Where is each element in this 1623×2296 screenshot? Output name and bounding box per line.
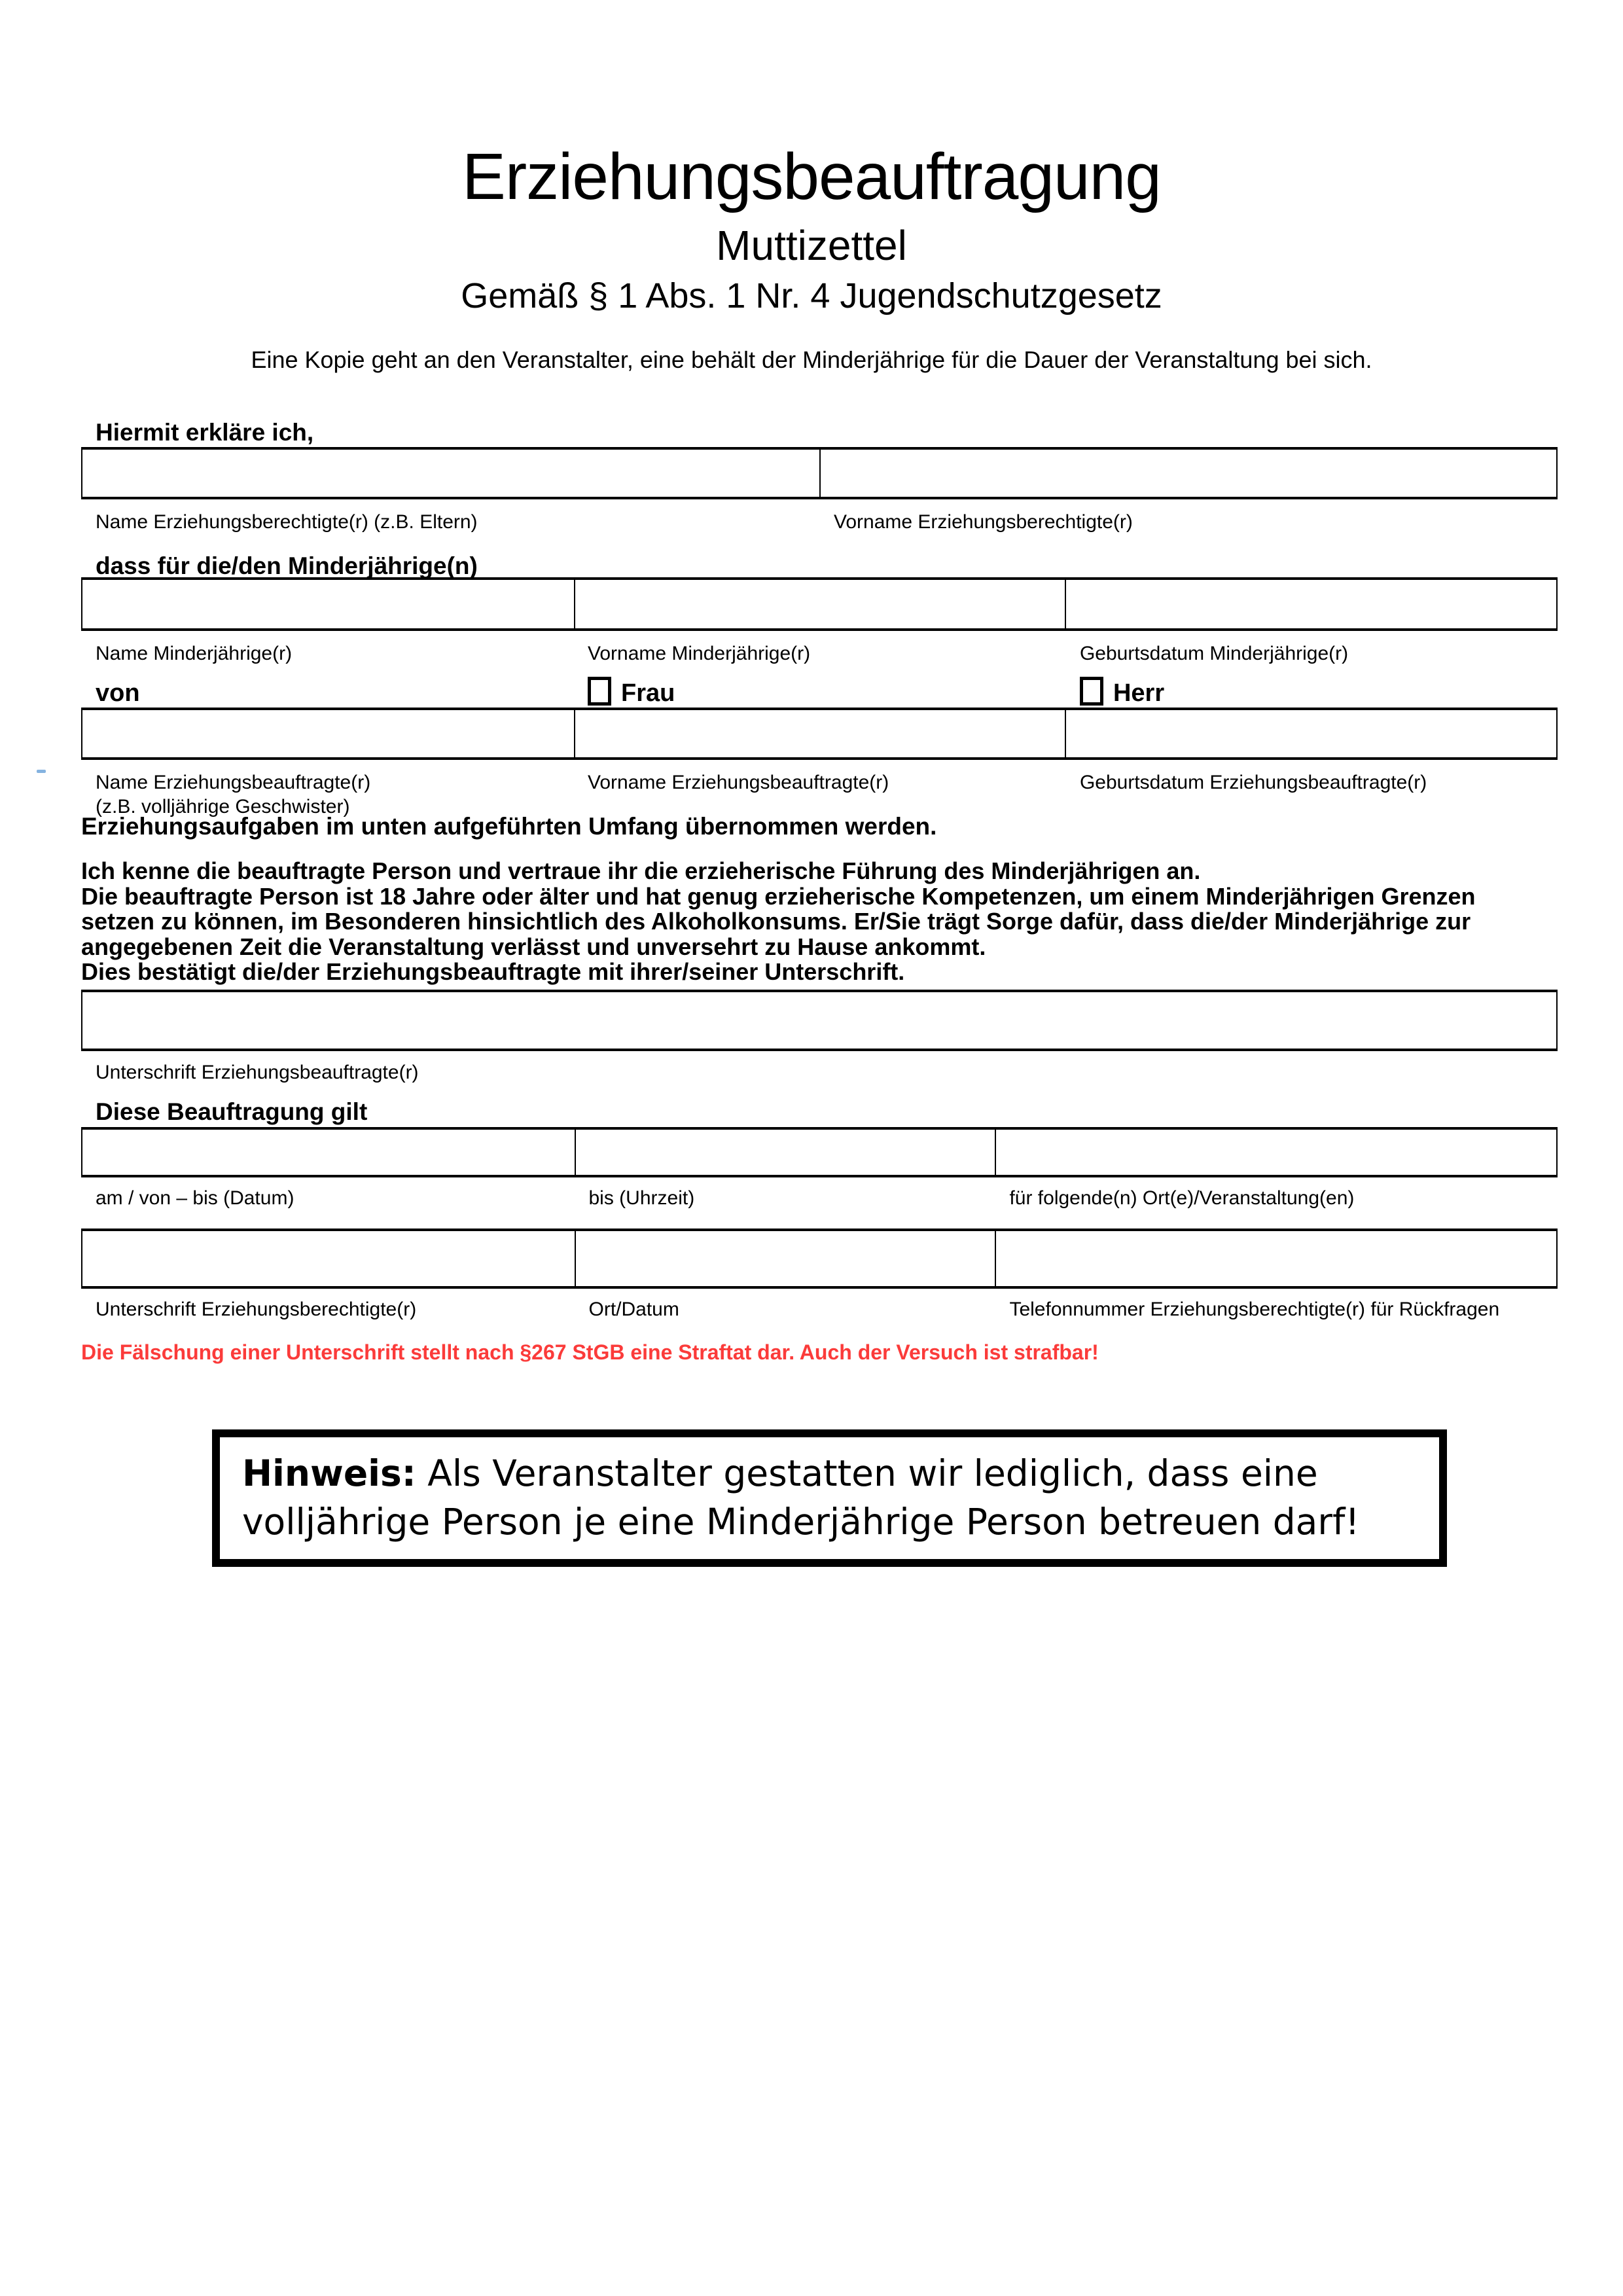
guardian-signature-labels bbox=[81, 1297, 1558, 1321]
herr-label: Herr bbox=[1113, 679, 1165, 707]
delegate-continuation-text: Erziehungsaufgaben im unten aufgeführten Umfang übernommen werden. bbox=[81, 812, 937, 840]
herr-option bbox=[1065, 677, 1558, 708]
delegate-firstname-label: Vorname Erziehungsbeauftragte(r) bbox=[587, 772, 889, 794]
minor-birthdate-input[interactable] bbox=[1065, 580, 1556, 628]
notice-box bbox=[212, 1429, 1447, 1567]
delegate-name-input[interactable] bbox=[82, 710, 574, 757]
delegate-name-sublabel: (z.B. volljährige Geschwister) bbox=[96, 796, 350, 818]
delegate-table-labels bbox=[81, 770, 1558, 819]
statement-line: Ich kenne die beauftragte Person und vertraue ihr die erzieherische Führung des Minderjährigen an. bbox=[81, 857, 1201, 885]
statement-line: Dies bestätigt die/der Erziehungsbeauftragte mit ihrer/seiner Unterschrift. bbox=[81, 958, 905, 986]
guardian-signature-label: Unterschrift Erziehungsberechtigte(r) bbox=[96, 1299, 417, 1321]
validity-time-input[interactable] bbox=[575, 1130, 995, 1175]
notice-text: Als Veranstalter gestatten wir lediglich, dass eine volljährige Person je eine Minderjährige Person betreuen darf! bbox=[242, 1452, 1360, 1543]
minor-firstname-input[interactable] bbox=[574, 580, 1065, 628]
validity-date-input[interactable] bbox=[82, 1130, 575, 1175]
copy-note: Eine Kopie geht an den Veranstalter, eine behält der Minderjährige für die Dauer der Veranstaltung bei sich. bbox=[251, 346, 1372, 373]
herr-checkbox[interactable] bbox=[1080, 677, 1103, 706]
guardian-table bbox=[81, 447, 1558, 499]
minor-table-labels bbox=[81, 641, 1558, 666]
delegate-gender-row bbox=[81, 677, 1558, 708]
form-subtitle: Muttizettel bbox=[716, 222, 907, 269]
minor-name-input[interactable] bbox=[82, 580, 574, 628]
statement-line: Die beauftragte Person ist 18 Jahre oder älter und hat genug erzieherische Kompetenzen, um einem Minderjährigen Grenzen bbox=[81, 882, 1476, 910]
delegate-signature-table bbox=[81, 990, 1558, 1051]
guardian-firstname-input[interactable] bbox=[819, 450, 1556, 497]
guardian-phone-label: Telefonnummer Erziehungsberechtigte(r) für Rückfragen bbox=[1009, 1299, 1500, 1321]
guardian-signature-table bbox=[81, 1229, 1558, 1289]
delegate-signature-input[interactable] bbox=[82, 992, 1556, 1049]
validity-location-input[interactable] bbox=[995, 1130, 1556, 1175]
law-reference: Gemäß § 1 Abs. 1 Nr. 4 Jugendschutzgesetz bbox=[461, 276, 1162, 315]
von-label: von bbox=[96, 679, 140, 707]
minor-name-label: Name Minderjährige(r) bbox=[96, 643, 293, 665]
stray-scan-mark bbox=[37, 770, 46, 773]
guardian-section-heading: Hiermit erkläre ich, bbox=[96, 419, 314, 446]
validity-table bbox=[81, 1127, 1558, 1177]
frau-option bbox=[573, 677, 1065, 708]
frau-checkbox[interactable] bbox=[588, 677, 611, 706]
minor-firstname-label: Vorname Minderjährige(r) bbox=[587, 643, 811, 665]
guardian-signature-input[interactable] bbox=[82, 1231, 575, 1286]
validity-section-heading: Diese Beauftragung gilt bbox=[96, 1098, 368, 1125]
form-title: Erziehungsbeauftragung bbox=[462, 140, 1161, 213]
delegate-signature-label: Unterschrift Erziehungsbeauftragte(r) bbox=[96, 1061, 419, 1083]
delegate-name-label: Name Erziehungsbeauftragte(r) (z.B. volljährige Geschwister) bbox=[96, 772, 371, 818]
validity-table-labels bbox=[81, 1186, 1558, 1210]
validity-date-label: am / von – bis (Datum) bbox=[96, 1187, 294, 1210]
guardian-table-labels bbox=[81, 510, 1558, 534]
minor-section-heading: dass für die/den Minderjährige(n) bbox=[96, 552, 478, 579]
notice-label: Hinweis: bbox=[242, 1452, 416, 1495]
minor-birthdate-label: Geburtsdatum Minderjährige(r) bbox=[1079, 643, 1349, 665]
guardian-place-date-label: Ort/Datum bbox=[588, 1299, 679, 1321]
delegate-firstname-input[interactable] bbox=[574, 710, 1065, 757]
delegate-birthdate-input[interactable] bbox=[1065, 710, 1556, 757]
frau-label: Frau bbox=[620, 679, 675, 707]
statement-paragraph bbox=[81, 859, 1558, 985]
guardian-name-label: Name Erziehungsberechtigte(r) (z.B. Eltern) bbox=[96, 511, 478, 533]
forgery-warning: Die Fälschung einer Unterschrift stellt nach §267 StGB eine Straftat dar. Auch der Versuch ist strafbar! bbox=[81, 1340, 1099, 1364]
validity-time-label: bis (Uhrzeit) bbox=[588, 1187, 695, 1210]
guardian-phone-input[interactable] bbox=[995, 1231, 1556, 1286]
statement-line: angegebenen Zeit die Veranstaltung verlässt und unversehrt zu Hause ankommt. bbox=[81, 933, 986, 960]
guardian-firstname-label: Vorname Erziehungsberechtigte(r) bbox=[834, 511, 1133, 533]
validity-location-label: für folgende(n) Ort(e)/Veranstaltung(en) bbox=[1009, 1187, 1355, 1210]
delegate-table bbox=[81, 708, 1558, 760]
minor-table bbox=[81, 577, 1558, 631]
delegate-birthdate-label: Geburtsdatum Erziehungsbeauftragte(r) bbox=[1079, 772, 1427, 794]
statement-line: setzen zu können, im Besonderen hinsichtlich des Alkoholkonsums. Er/Sie trägt Sorge dafür, dass die/der Minderjährige zur bbox=[81, 908, 1471, 935]
guardian-place-date-input[interactable] bbox=[575, 1231, 995, 1286]
guardian-name-input[interactable] bbox=[82, 450, 819, 497]
